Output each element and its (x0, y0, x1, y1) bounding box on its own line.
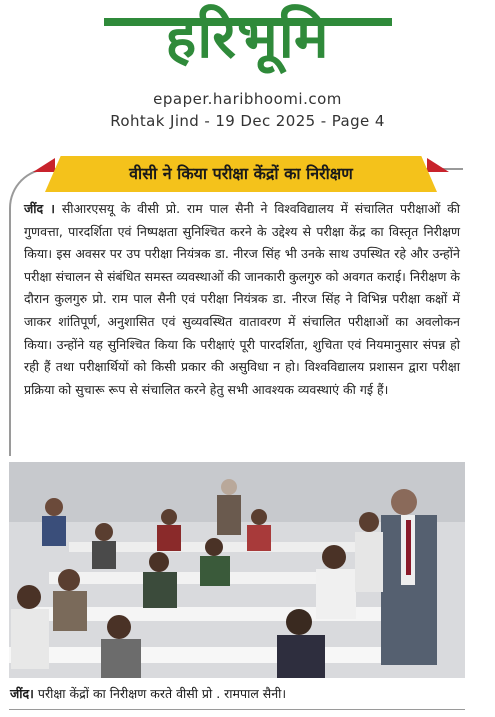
caption-divider (9, 709, 465, 710)
newspaper-logo: हरिभूमि (165, 3, 330, 71)
article-body (24, 198, 460, 401)
article-dateline: जींद । (24, 201, 56, 216)
article-paragraph-1: सीआरएसयू के वीसी प्रो. राम पाल सैनी ने विश्वविद्यालय में संचालित परीक्षाओं की गुणवत्ता, पारदर्शिता एवं निष्पक्षता सुनिश्चित करने के उद्देश्य से परीक्षा केंद्र का विस्तृत निरीक्षण किया। इस अवसर पर उप परीक्षा नियंत्रक डा. नीरज सिंह भी उनके साथ उपस्थित रहे और उन्होंने परीक्षा संचालन से संबंधित समस्त व्यवस्थाओं की जानकारी कुलगुरु को अवगत कराई। (24, 201, 460, 284)
exam-hall-photo-illustration (9, 462, 465, 678)
article-paragraph-2: निरीक्षण के दौरान कुलगुरु प्रो. राम पाल सैनी एवं परीक्षा नियंत्रक डा. नीरज सिंह ने विभिन्न परीक्षा कक्षों में जाकर शांतिपूर्ण, अनुशासित एवं सुव्यवस्थित वातावरण में संचालित परीक्षाओं का अवलोकन किया। उन्होंने यह सुनिश्चित किया कि परीक्षाएं पूरी पारदर्शिता, शुचिता एवं नियमानुसार संपन्न हो रही हैं तथा परीक्षार्थियों को किसी प्रकार की असुविधा न हो। विश्वविद्यालय प्रशासन द्वारा परीक्षा प्रक्रिया को सुचारू रूप से संचालित करने हेतु सभी आवश्यक व्यवस्थाएं की गई हैं। (24, 268, 460, 397)
edition-date-page: Rohtak Jind - 19 Dec 2025 - Page 4 (110, 112, 385, 130)
caption-city: जींद। (10, 686, 34, 701)
photo-caption (10, 684, 466, 704)
article-headline: वीसी ने किया परीक्षा केंद्रों का निरीक्षण (129, 164, 353, 183)
caption-text: परीक्षा केंद्रों का निरीक्षण करते वीसी प्रो . रामपाल सैनी। (37, 686, 287, 701)
epaper-url: epaper.haribhoomi.com (153, 90, 342, 108)
exam-hall-photo (9, 462, 465, 678)
masthead (0, 0, 495, 88)
